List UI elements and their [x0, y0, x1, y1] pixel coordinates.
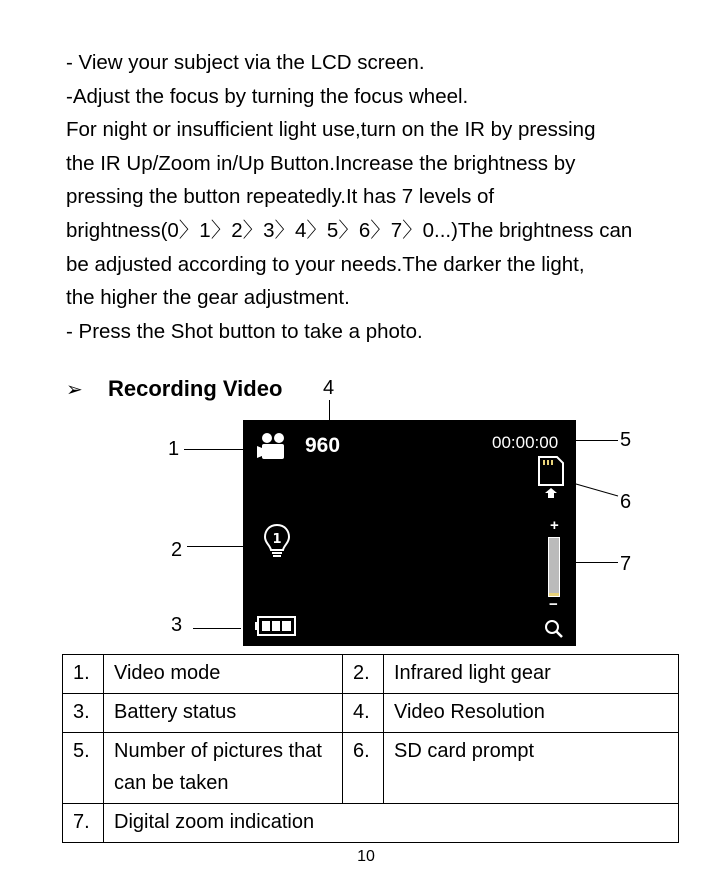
table-row — [63, 733, 679, 804]
text-line: -Adjust the focus by turning the focus wheel. — [66, 84, 469, 108]
zoom-plus-label: + — [550, 517, 559, 534]
legend-text: Battery status — [104, 694, 343, 733]
legend-number: 6. — [343, 733, 384, 804]
leader-line-4 — [329, 400, 330, 422]
sd-card-icon — [537, 455, 565, 499]
legend-text: Video mode — [104, 655, 343, 694]
zoom-level-bar — [548, 537, 560, 597]
text-line: be adjusted according to your needs.The darker the light, — [66, 252, 585, 276]
lightbulb-icon — [263, 523, 291, 559]
callout-5: 5 — [620, 429, 632, 451]
legend-text: Video Resolution — [384, 694, 679, 733]
legend-number: 7. — [63, 804, 104, 843]
video-camera-icon — [257, 432, 291, 462]
section-title: Recording Video — [108, 376, 283, 401]
instructions-paragraph — [66, 46, 686, 348]
text-line: brightness(0〉1〉2〉3〉4〉5〉6〉7〉0...)The brightness can — [66, 218, 633, 242]
legend-table — [62, 654, 679, 843]
lcd-screen — [243, 420, 576, 646]
legend-text: Infrared light gear — [384, 655, 679, 694]
resolution-label: 960 — [305, 434, 341, 457]
callout-3: 3 — [171, 614, 183, 636]
legend-text: Digital zoom indication — [104, 804, 679, 843]
text-line: - View your subject via the LCD screen. — [66, 51, 425, 74]
legend-number: 1. — [63, 655, 104, 694]
text-line: the IR Up/Zoom in/Up Button.Increase the brightness by — [66, 151, 576, 175]
legend-number: 5. — [63, 733, 104, 804]
callout-7: 7 — [620, 553, 632, 575]
svg-text:1: 1 — [272, 532, 282, 547]
leader-line-3 — [193, 628, 241, 629]
leader-line-2 — [187, 546, 244, 547]
text-line: pressing the button repeatedly.It has 7 levels of — [66, 185, 495, 209]
zoom-icon — [544, 619, 564, 639]
recording-timer: 00:00:00 — [492, 433, 559, 452]
legend-text: Number of pictures that can be taken — [104, 733, 343, 804]
callout-1: 1 — [168, 438, 180, 460]
legend-number: 3. — [63, 694, 104, 733]
legend-text: SD card prompt — [384, 733, 679, 804]
table-row — [63, 655, 679, 694]
bullet-arrow-icon: ➢ — [66, 378, 83, 401]
callout-4: 4 — [323, 377, 335, 399]
legend-number: 4. — [343, 694, 384, 733]
section-heading — [66, 376, 282, 402]
table-row — [63, 694, 679, 733]
text-line: - Press the Shot button to take a photo. — [66, 319, 423, 343]
legend-number: 2. — [343, 655, 384, 694]
leader-line-5 — [572, 440, 618, 441]
table-row — [63, 804, 679, 843]
zoom-minus-label: − — [549, 596, 558, 613]
page-number: 10 — [357, 848, 375, 865]
callout-6: 6 — [620, 491, 632, 513]
text-line: the higher the gear adjustment. — [66, 286, 350, 310]
leader-line-1 — [184, 449, 244, 450]
callout-2: 2 — [171, 539, 183, 561]
battery-icon — [255, 615, 297, 637]
text-line: For night or insufficient light use,turn on the IR by pressing — [66, 118, 596, 142]
